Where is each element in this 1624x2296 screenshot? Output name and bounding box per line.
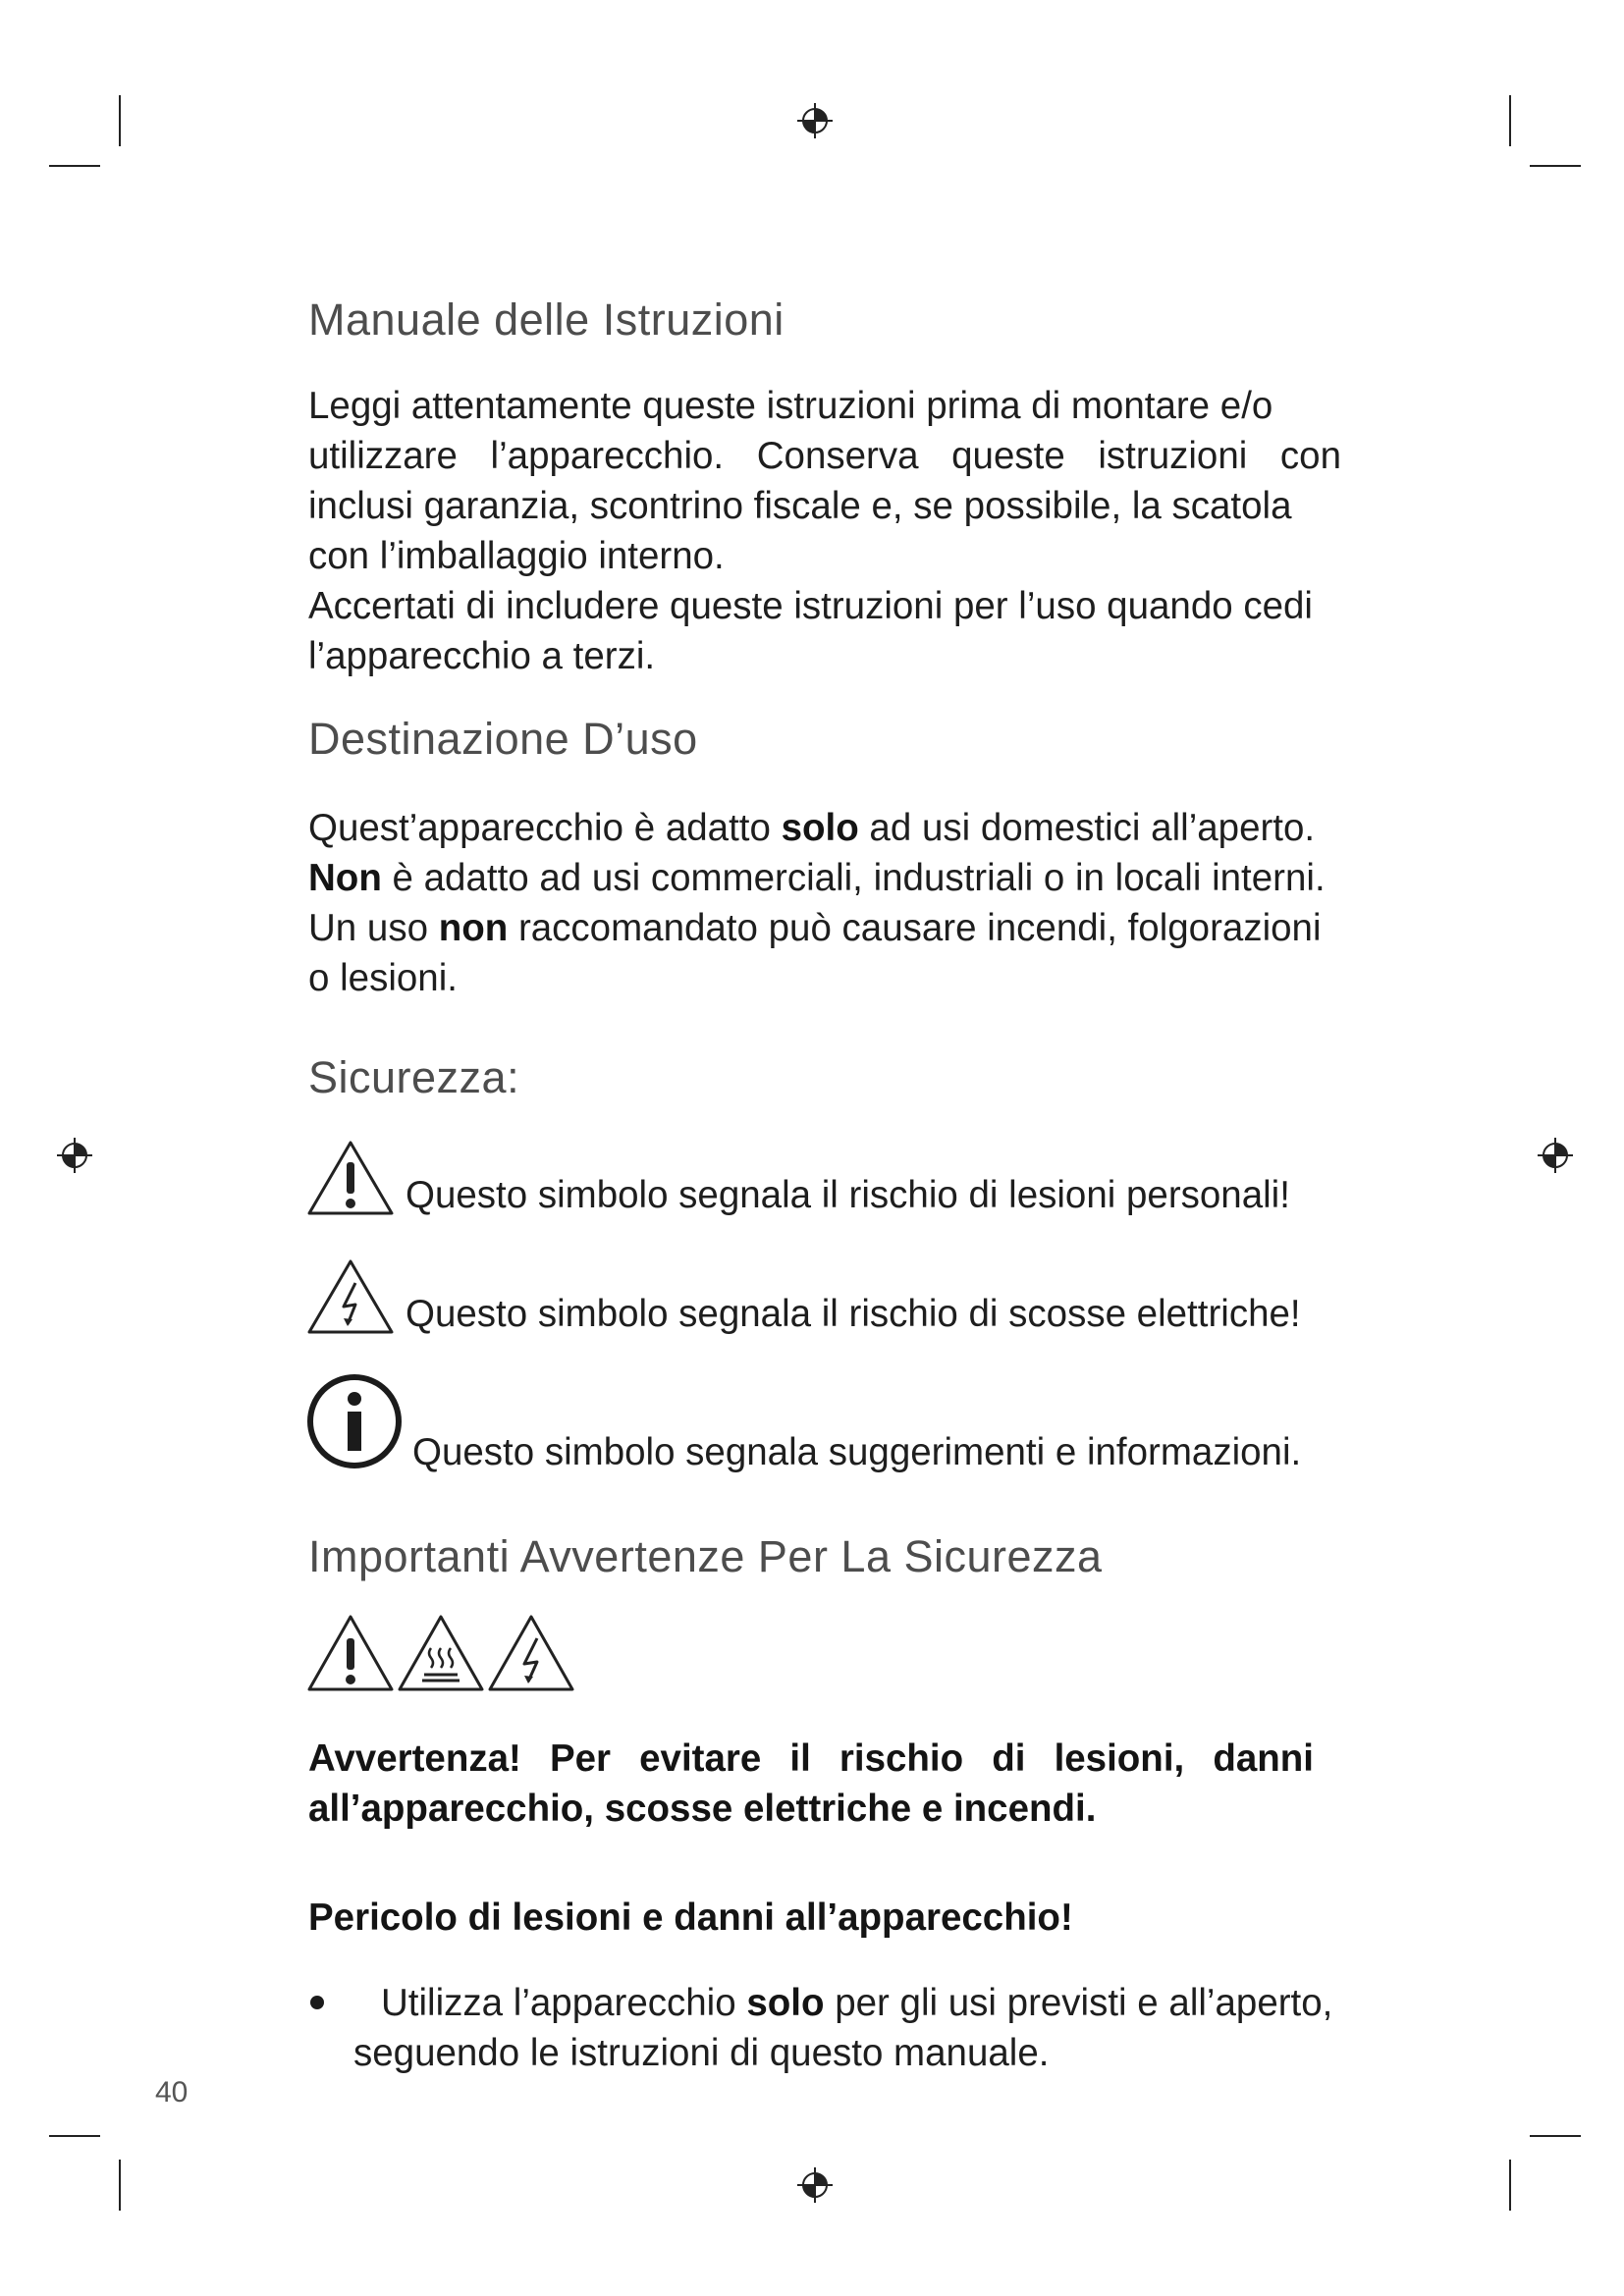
section-heading-manual: Manuale delle Istruzioni: [308, 294, 785, 345]
danger-heading: Pericolo di lesioni e danni all’apparecchio!: [308, 1896, 1073, 1939]
text-line: Leggi attentamente queste istruzioni prima di montare e/o: [308, 385, 1273, 427]
section-heading-important: Importanti Avvertenze Per La Sicurezza: [308, 1531, 1103, 1581]
text-line: o lesioni.: [308, 957, 458, 999]
warning-icon-row: [306, 1613, 581, 1693]
destination-paragraph: [308, 803, 1388, 1003]
registration-mark-icon: [795, 2165, 835, 2205]
text-run: Utilizza l’apparecchio: [381, 1982, 747, 2024]
crop-mark: [119, 95, 121, 146]
warning-line: Avvertenza! Per evitare il rischio di lesioni, danni: [308, 1737, 1314, 1780]
symbol-description: Questo simbolo segnala il rischio di scosse elettriche!: [406, 1293, 1301, 1335]
text-run: Un uso: [308, 907, 439, 949]
section-heading-destination: Destinazione D’uso: [308, 714, 698, 764]
info-circle-icon: [306, 1373, 403, 1469]
text-line: utilizzare l’apparecchio. Conserva queste istruzioni con: [308, 435, 1341, 477]
text-run: ad usi domestici all’aperto.: [858, 807, 1316, 849]
emphasis: non: [438, 907, 509, 949]
text-line: inclusi garanzia, scontrino fiscale e, se possibile, la scatola: [308, 485, 1292, 527]
crop-mark: [49, 2135, 100, 2137]
page-number: 40: [155, 2076, 189, 2109]
text-run: per gli usi previsti e all’aperto,: [824, 1982, 1333, 2024]
warning-exclamation-icon: [306, 1139, 395, 1217]
text-line: seguendo le istruzioni di questo manuale.: [353, 2032, 1050, 2074]
hot-surface-warning-icon: [397, 1613, 485, 1693]
registration-mark-icon: [1536, 1136, 1575, 1175]
crop-mark: [1530, 2135, 1581, 2137]
text-run: raccomandato può causare incendi, folgorazioni: [508, 907, 1322, 949]
text-line: Accertati di includere queste istruzioni per l’uso quando cedi: [308, 585, 1313, 627]
crop-mark: [49, 165, 100, 167]
crop-mark: [119, 2160, 121, 2211]
bullet-paragraph: [308, 1978, 1388, 2078]
registration-mark-icon: [795, 101, 835, 140]
manual-paragraph: [308, 381, 1388, 681]
warning-paragraph: [308, 1734, 1388, 1834]
text-line: [308, 853, 1388, 903]
electric-shock-warning-icon: [306, 1257, 395, 1336]
emphasis: Non: [308, 857, 382, 899]
emphasis: solo: [781, 807, 859, 849]
crop-mark: [1509, 95, 1511, 146]
crop-mark: [1530, 165, 1581, 167]
electric-shock-warning-icon: [487, 1613, 575, 1693]
text-run: Quest’apparecchio è adatto: [308, 807, 782, 849]
warning-exclamation-icon: [306, 1613, 395, 1693]
warning-line: all’apparecchio, scosse elettriche e incendi.: [308, 1788, 1097, 1830]
registration-mark-icon: [55, 1136, 94, 1175]
text-line: [308, 903, 1388, 953]
text-line: l’apparecchio a terzi.: [308, 635, 656, 677]
crop-mark: [1509, 2160, 1511, 2211]
text-line: con l’imballaggio interno.: [308, 535, 725, 577]
text-line: [308, 1978, 1388, 2028]
text-run: è adatto ad usi commerciali, industriali o in locali interni.: [381, 857, 1326, 899]
symbol-description: Questo simbolo segnala il rischio di lesioni personali!: [406, 1174, 1290, 1216]
emphasis: solo: [746, 1982, 825, 2024]
section-heading-safety: Sicurezza:: [308, 1052, 520, 1102]
text-line: [308, 803, 1388, 853]
symbol-description: Questo simbolo segnala suggerimenti e informazioni.: [412, 1431, 1302, 1473]
